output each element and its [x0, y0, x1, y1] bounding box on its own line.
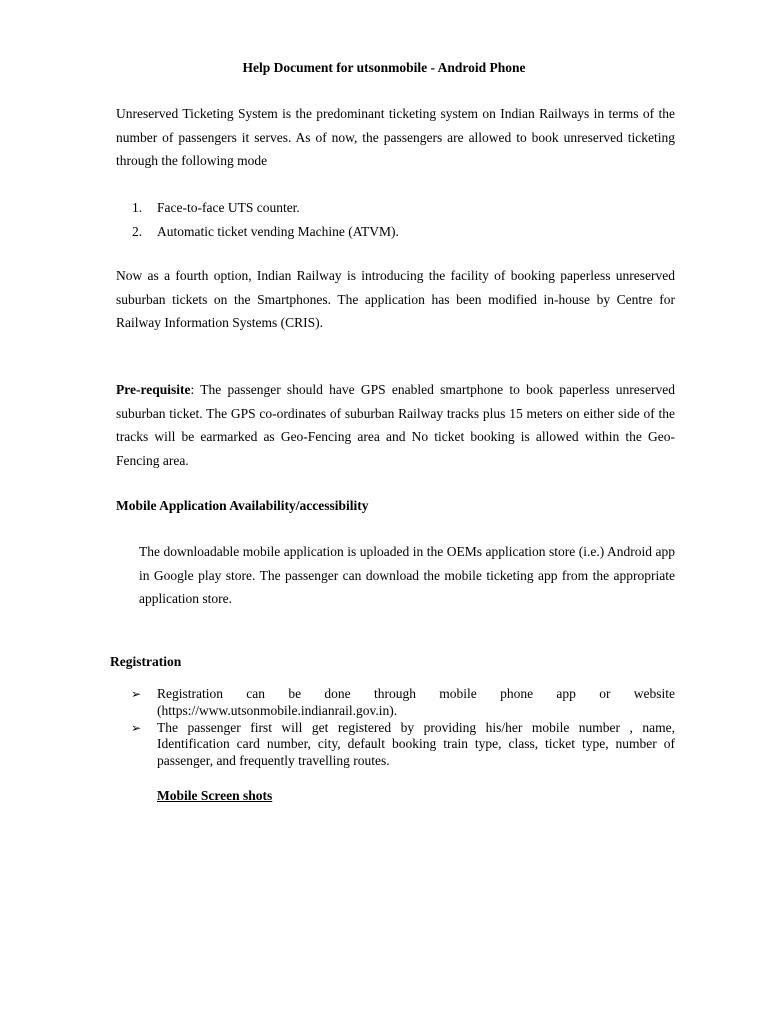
booking-modes-list: [116, 196, 675, 243]
list-item: [131, 720, 675, 770]
list-item-text: Registration can be done through mobile phone app or website (https://www.utsonmobile.indianrail.gov.in).: [157, 686, 675, 718]
arrow-bullet-icon: ➢: [131, 720, 142, 735]
availability-heading: Mobile Application Availability/accessibility: [116, 498, 369, 513]
availability-paragraph: The downloadable mobile application is uploaded in the OEMs application store (i.e.) Android app in Google play store. The passenger can download the mobile ticketing app from the appropriate application store.: [139, 544, 675, 606]
list-item-text: Automatic ticket vending Machine (ATVM).: [157, 223, 399, 239]
prerequisite-paragraph: [116, 378, 675, 472]
registration-list: [131, 686, 675, 770]
list-item-text: Face-to-face UTS counter.: [157, 200, 300, 215]
fourth-option-paragraph: Now as a fourth option, Indian Railway is introducing the facility of booking paperless unreserved suburban tickets on the Smartphones. The application has been modified in-house by Centre for Railway Information Systems (CRIS).: [116, 268, 675, 330]
list-item-number: 2.: [132, 223, 143, 239]
list-item: [116, 196, 675, 220]
intro-paragraph: Unreserved Ticketing System is the predominant ticketing system on Indian Railways in terms of the number of passengers it serves. As of now, the passengers are allowed to book unreserved ticketing through the following mode: [116, 106, 675, 168]
list-item-text: The passenger first will get registered by providing his/her mobile number , name, Identification card number, city, default booking train type, class, ticket type, number of passenger, and frequently travelling routes.: [157, 719, 675, 769]
list-item-number: 1.: [132, 200, 143, 215]
prerequisite-label: Pre-requisite: [116, 382, 191, 397]
list-item: [116, 220, 675, 244]
list-item: [131, 686, 675, 720]
arrow-bullet-icon: ➢: [131, 687, 142, 701]
screenshots-heading: Mobile Screen shots: [157, 788, 273, 803]
document-title: Help Document for utsonmobile - Android Phone: [242, 60, 526, 75]
registration-heading: Registration: [110, 654, 182, 669]
prerequisite-text: : The passenger should have GPS enabled smartphone to book paperless unreserved suburban ticket. The GPS co-ordinates of suburban Railway tracks plus 15 meters on either side of the tracks will be earmarked as Geo-Fencing area and No ticket booking is allowed within the Geo-Fencing area.: [116, 382, 675, 468]
